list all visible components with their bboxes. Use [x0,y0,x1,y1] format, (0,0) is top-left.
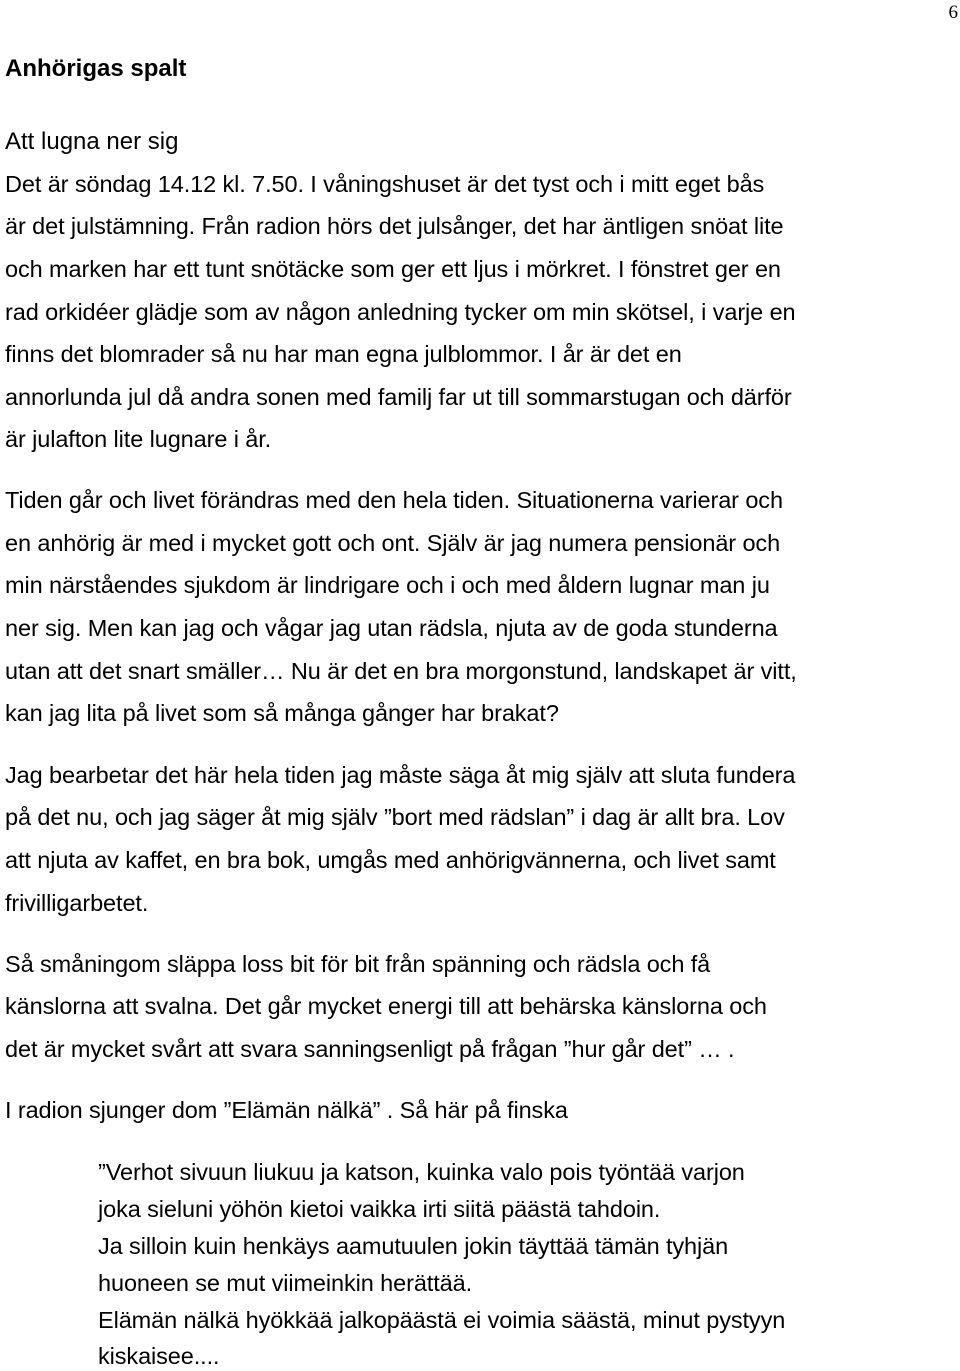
article-subtitle: Att lugna ner sig [5,128,179,155]
text-line: är det julstämning. Från radion hörs det julsånger, det har äntligen snöat lite [5,213,784,239]
text-line: det är mycket svårt att svara sanningsenligt på frågan ”hur går det” … . [5,1036,735,1062]
page-number: 6 [948,2,958,23]
text-line: finns det blomrader så nu har man egna julblommor. I år är det en [5,341,682,367]
text-line: känslorna att svalna. Det går mycket energi till att behärska känslorna och [5,993,767,1019]
text-line: och marken har ett tunt snötäcke som ger ett ljus i mörkret. I fönstret ger en [5,256,781,282]
poem-line: kiskaisee.... [98,1343,220,1369]
text-line: rad orkidéer glädje som av någon anledning tycker om min skötsel, i varje en [5,299,796,325]
text-line: Så småningom släppa loss bit för bit från spänning och rädsla och få [5,951,711,977]
poem-line: joka sieluni yöhön kietoi vaikka irti siitä päästä tahdoin. [98,1196,661,1222]
poem-line: huoneen se mut viimeinkin herättää. [98,1270,473,1296]
poem-line: Ja silloin kuin henkäys aamutuulen jokin täyttää tämän tyhjän [98,1233,729,1259]
text-line: Det är söndag 14.12 kl. 7.50. I våningshuset är det tyst och i mitt eget bås [5,171,765,197]
column-title: Anhörigas spalt [5,55,187,82]
text-line: på det nu, och jag säger åt mig själv ”bort med rädslan” i dag är allt bra. Lov [5,804,785,830]
poem-line: ”Verhot sivuun liukuu ja katson, kuinka valo pois työntää varjon [98,1159,745,1185]
text-line: en anhörig är med i mycket gott och ont. Själv är jag numera pensionär och [5,530,781,556]
text-line: kan jag lita på livet som så många gånger har brakat? [5,700,559,726]
text-line: att njuta av kaffet, en bra bok, umgås med anhörigvännerna, och livet samt [5,847,776,873]
text-line: min närståendes sjukdom är lindrigare och i och med åldern lugnar man ju [5,572,770,598]
text-line: Jag bearbetar det här hela tiden jag måste säga åt mig själv att sluta fundera [5,762,796,788]
text-line: ner sig. Men kan jag och vågar jag utan rädsla, njuta av de goda stunderna [5,615,778,641]
text-line: I radion sjunger dom ”Elämän nälkä” . Så här på finska [5,1097,568,1123]
text-line: frivilligarbetet. [5,890,149,916]
text-line: är julafton lite lugnare i år. [5,426,272,452]
poem-line: Elämän nälkä hyökkää jalkopäästä ei voimia säästä, minut pystyyn [98,1307,786,1333]
text-line: annorlunda jul då andra sonen med familj far ut till sommarstugan och därför [5,384,792,410]
text-line: utan att det snart smäller… Nu är det en bra morgonstund, landskapet är vitt, [5,658,797,684]
text-line: Tiden går och livet förändras med den hela tiden. Situationerna varierar och [5,487,783,513]
